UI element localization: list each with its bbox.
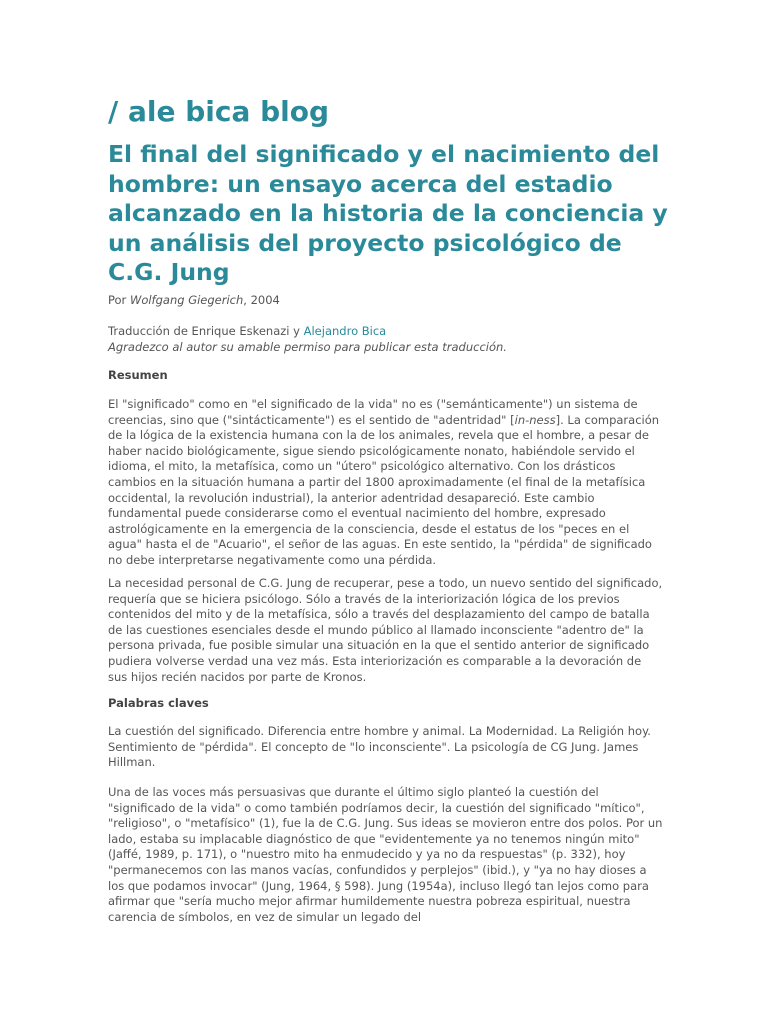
resumen-paragraph-1 [108, 397, 663, 569]
blog-title[interactable]: / ale bica blog [108, 95, 330, 128]
resumen-p1-italic: in-ness [514, 412, 556, 427]
post-title: El final del significado y el nacimiento del hombre: un ensayo acerca del estadio alcanzado en la historia de la conciencia y un análisis del proyecto psicológico de C.G. Jung [108, 140, 668, 286]
thanks-note: Agradezco al autor su amable permiso para publicar esta traducción. [108, 340, 507, 354]
body-paragraph-1: Una de las voces más persuasivas que durante el último siglo planteó la cuestión del "significado de la vida" o como también podríamos decir, la cuestión del significado "mítico", "religioso", o "metafísico" (1), fue la de C.G. Jung. Sus ideas se movieron entre dos polos. Por un lado, estaba su implacable diagnóstico de que "evidentemente ya no tenemos ningún mito" (Jaffé, 1989, p. 171), o "nuestro mito ha enmudecido y ya no da respuestas" (p. 332), hoy "permanecemos con las manos vacías, confundidos y perplejos" (ibid.), y "ya no hay dioses a los que podamos invocar" (Jung, 1964, § 598). Jung (1954a), incluso llegó tan lejos como para afirmar que "sería mucho mejor afirmar humildemente nuestra pobreza espiritual, nuestra carencia de símbolos, en vez de simular un legado del [108, 785, 663, 924]
resumen-p1-b: ]. La comparación de la lógica de la existencia humana con la de los animales, revela que el hombre, a pesar de haber nacido biológicamente, sigue siendo psicológicamente nonato, habiéndole servido el idioma, el mito, la metafísica, como un "útero" psicológico alternativo. Con los drásticos cambios en la situación humana a partir del 1800 aproximadamente (el final de la metafísica occidental, la revolución industrial), la anterior adentridad desapareció. Este cambio fundamental puede considerarse como el eventual nacimiento del hombre, expresado astrológicamente en la emergencia de la consciencia, desde el estatus de los "peces en el agua" hasta el de "Acuario", el señor de las aguas. En este sentido, la "pérdida" de significado no debe interpretarse negativamente como una pérdida. [108, 412, 660, 567]
byline [108, 293, 280, 307]
byline-prefix: Por [108, 293, 130, 307]
publication-year: , 2004 [243, 293, 280, 307]
translation-prefix: Traducción de Enrique Eskenazi y [108, 324, 304, 338]
resumen-heading: Resumen [108, 368, 168, 382]
translation-credits [108, 323, 507, 355]
resumen-p1-a: El "significado" como en "el significado de la vida" no es ("semánticamente") un sistema de creencias, sino que ("sintácticamente") es el sentido de "adentridad" [ [108, 397, 638, 427]
author-name: Wolfgang Giegerich [129, 293, 244, 307]
keywords-paragraph: La cuestión del significado. Diferencia entre hombre y animal. La Modernidad. La Religión hoy. Sentimiento de "pérdida". El concepto de "lo inconsciente". La psicología de CG Jung. James Hillman. [108, 724, 651, 770]
translation-line [108, 323, 507, 339]
keywords-heading: Palabras claves [108, 696, 209, 710]
translator-link[interactable]: Alejandro Bica [303, 324, 387, 338]
resumen-paragraph-2: La necesidad personal de C.G. Jung de recuperar, pese a todo, un nuevo sentido del significado, requería que se hiciera psicólogo. Sólo a través de la interiorización lógica de los previos contenidos del mito y de la metafísica, sólo a través del desplazamiento del campo de batalla de las cuestiones esenciales desde el mundo público al llamado inconsciente "adentro de" la persona privada, fue posible simular una situación en la que el sentido anterior de significado pudiera volverse verdad una vez más. Esta interiorización es comparable a la devoración de sus hijos recién nacidos por parte de Kronos. [108, 576, 663, 684]
